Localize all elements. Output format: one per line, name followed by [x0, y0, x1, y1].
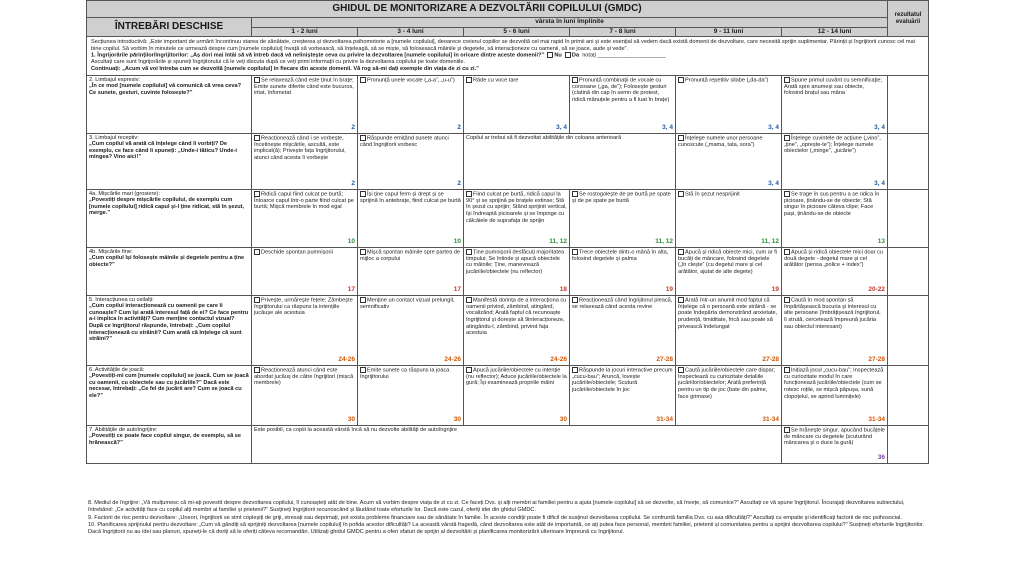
question-cell — [87, 189, 252, 247]
milestone-cell[interactable]: Își ține capul ferm și drept și se sprijină în antebrațe, fiind culcat pe burtă 10 — [358, 189, 464, 247]
question-cell — [87, 133, 252, 189]
question-text: „Cum copilul interacționează cu oamenii pe care îi cunoaște? Cum își arată interesul față de ei? Ce face pentru a-i implica în activități? Cum menține contactul vizual? După ce îngrijitorul răspunde, întrebați: „Cum copilul interacționează cu străinii? Cum arată că înțelege că sunt străini?” — [89, 303, 249, 343]
result-cell[interactable] — [888, 247, 929, 295]
milestone-cell[interactable]: Râde cu voce tare 3, 4 — [464, 75, 570, 133]
result-cell[interactable] — [888, 365, 929, 425]
age-col-1: 1 - 2 luni — [252, 27, 358, 37]
milestone-cell[interactable]: Manifestă dorința de a interacționa cu oamenii privind, zâmbind, atingând, vocalizând; Arată faptul că recunoaște îngrijitorul și dorește să 9interacționeze, atingându-l, zâmbind, privind fața acestuia 24-26 — [464, 295, 570, 365]
question-title: 4b. Mișcările fine: — [89, 248, 133, 255]
question-title: 2. Limbajul expresiv: — [89, 76, 140, 83]
row-self-care — [87, 425, 929, 463]
milestone-cell[interactable]: Deschide spontan pumnișorii 17 — [252, 247, 358, 295]
intro-line-4: Continuați: „Acum vă voi întreba cum se dezvoltă [numele copilului] în fiecare din aceste domenii. Vă rog să-mi dați exemple din viața de zi cu zi.” — [91, 66, 479, 73]
milestone-cell[interactable]: Înțelege numele unor persoane cunoscute („mama, tata, sora”) 3, 4 — [676, 133, 782, 189]
question-text: „Cum copilul vă arată că înțelege când îi vorbiți? De exemplu, ce face când îi spuneți: „Unde-i tăticu? Unde-i mingea? Vino aici!” — [89, 141, 237, 161]
footer-care-environment: 8. Mediul de îngrijire: „Vă mulțumesc că mi-ați povestit despre dezvoltarea copilului, îl cunoașteți atât de bine. Acum să vorbim despre viața de zi cu zi. Ce faceți Dvs. și alți membri ai familiei pentru a ajuta [numele copilului] să se dezvolte, să învețe, să comunice?” Ascultați ce vă spune îngrijitorul. Încurajați dezvoltarea subiectului, întrebând: „Ce activități face cu copilul alți membri ai familiei și prietenii?” Susțineți îngrijitorii recunoscând și lăudând toate eforturile lor. Dacă este cazul, oferiți idei din ghidul GMDC. — [88, 500, 905, 513]
milestone-cell: Copilul ar trebui să fi dezvoltat abilitățile din coloana anterioară — [464, 133, 676, 189]
question-text: „În ce mod [numele copilului] vă comunică că vrea ceva? Ce sunete, gesturi, cuvinte folosește?” — [89, 83, 242, 96]
age-col-2: 3 - 4 luni — [358, 27, 464, 37]
footer-planning: 10. Planificarea sprijinului pentru dezvoltare: „Cum vă gândiți să sprijiniți dezvoltarea [numele copilului] în pofida acestor dificultăți? La această vârstă fragedă, când dezvoltarea este atât de importantă, ce ați putea face personal, membrii familiei, prietenii și comunitatea pentru a sprijini dezvoltarea copilului?” Susțineți eforturile îngrijitorilor. Dacă îngrijitorii nu au idei sau planuri, spuneți-le că doriți să le oferiți câteva recomandări. Utilizați ghidul GMDC pentru a oferi sfaturi de sprijin al dezvoltării și planificarea monitorizării ulterioare împreună cu îngrijitorul. — [88, 522, 925, 536]
result-cell[interactable] — [888, 295, 929, 365]
question-title: 6. Activitățile de joacă: — [89, 366, 145, 373]
monitoring-table — [86, 0, 929, 464]
intro-line-2: 1. Îngrijorările părinților/îngrijitorilor: „Aș dori mai întâi să vă întreb dacă vă neliniștește ceva cu privire la dezvoltarea [numele copilului] în oricare dintre aceste domenii?” — [91, 52, 545, 59]
age-col-5: 9 - 11 luni — [676, 27, 782, 37]
milestone-cell[interactable]: Mișcă spontan mâinile spre partea de mijloc a corpului 17 — [358, 247, 464, 295]
age-col-6: 12 - 14 luni — [782, 27, 888, 37]
question-text: „Povestiți-mi cum [numele copilului] se joacă. Cum se joacă cu oamenii, cu obiectele sau cu jucăriile?” Dacă este necesar, întrebați: „Ce fel de jucării are? Cum se joacă cu ele?” — [89, 373, 249, 400]
result-header: rezultatul evaluării — [888, 1, 929, 37]
footer-risk-factors: 9. Factorii de risc pentru dezvoltare: „Uneori, îngrijitorii se simt copleșiți de griji, stresați sau deprimați, pot exista probleme financiare sau de sănătate în familie. În aceste condiții poate fi dificil de susținut dezvoltarea copilului. Se confruntă familia Dvs. cu asa dificultăți?” Ascultați cu empatie și identificați factorii de risc psihosocial. — [88, 514, 902, 521]
milestone-cell[interactable]: Înțelege cuvintele de acțiune („vino”, „ține”, „oprește-te”); Înțelege numele obiectelor („minge”, „jucărie”) 3, 4 — [782, 133, 888, 189]
question-title: 5. Interacțiunea cu ceilalți: — [89, 296, 154, 303]
milestone-cell[interactable]: Stă în șezut nesprijinit 11, 12 — [676, 189, 782, 247]
milestone-cell[interactable]: Emite sunete ca răspuns la joaca îngrijitorului 30 — [358, 365, 464, 425]
milestone-cell[interactable]: Caută în mod spontan să împărtășească bucuria și interesul cu alte persoane (îmbrățișează îngrijitorul, îi strută, cercetează împreună jucăria sau obiectul interesant) 27-28 — [782, 295, 888, 365]
question-cell — [87, 75, 252, 133]
milestone-cell[interactable]: Reacționează atunci când este abordat jucăuș de către îngrijitori (mișcă membrele) 30 — [252, 365, 358, 425]
milestone-cell[interactable]: Se trage în sus pentru a se ridica în picioare, ținându-se de obiecte; Stă singur în picioare câteva clipe; Face pași, ținându-se de obiecte 13 — [782, 189, 888, 247]
row-expressive-language — [87, 75, 929, 133]
result-cell[interactable] — [888, 425, 929, 463]
document-title: GHIDUL DE MONITORIZARE A DEZVOLTĂRII COPILULUI (GMDC) — [87, 1, 888, 18]
intro-concerns-line: 1. Îngrijorările părinților/îngrijitorilor: „Aș dori mai întâi să vă întreb dacă vă neliniștește ceva cu privire la dezvoltarea [numele copilului] în oricare dintre aceste domenii?” Nu Da notați ______________________ — [91, 52, 666, 59]
milestone-cell[interactable]: Răspunde la jocuri interactive precum „cucu-bau”; Aruncă, lovește jucăriile/obiectele; Scutură jucăriile/obiectele în joc 31-34 — [570, 365, 676, 425]
milestone-cell[interactable]: Ține pumnișorii desfăcuți majoritatea timpului; Se întinde și apucă obiectele cu mâinile; Ține, manevrează jucăriile/obiectele (nu reflector) 18 — [464, 247, 570, 295]
question-text: „Povestiți despre mișcările copilului, de exemplu cum [numele copilului] ridică capul și-l ține ridicat, stă în șezut, merge.” — [89, 197, 245, 217]
milestone-cell[interactable]: Spune primul cuvânt cu semnificație; Arată spre anumeși sau obiecte, folosind brațul sau mâna 3, 4 — [782, 75, 888, 133]
milestone-cell[interactable]: Reacționează când îngrijitorul pleacă, se relaxează când acesta revine 27-28 — [570, 295, 676, 365]
question-title: 4a. Mișcările mari (grosiere): — [89, 190, 160, 197]
result-cell[interactable] — [888, 133, 929, 189]
intro-line-3: Ascultați care sunt îngrijorările și spuneți îngrijitorului că le veți discuta după ce veți primi informații cu privire la dezvoltarea copilului pe toate domeniile. — [91, 59, 466, 66]
question-cell — [87, 365, 252, 425]
row-receptive-language — [87, 133, 929, 189]
milestone-cell[interactable]: Apucă jucăriile/obiectele cu intenție (nu reflector); Aduce jucăriile/obiectele la gură; Își examinează propriile mâini 30 — [464, 365, 570, 425]
intro-section — [87, 37, 929, 75]
milestone-cell[interactable]: Pronunță repetitiv silabe („da-da”) 3, 4 — [676, 75, 782, 133]
milestone-cell[interactable]: Privește, urmărește fețele; Zâmbește îngrijitorului ca răspuns la intențiile jucăușe ale acestuia 24-26 — [252, 295, 358, 365]
milestone-cell[interactable]: Se hrănește singur, apucând bucățele de mâncare cu degetele (scuturând mâncarea și o duce la gură) 36 — [782, 425, 888, 463]
note-label: notați — [582, 52, 596, 59]
age-header: vârsta în luni împlinite — [252, 18, 888, 28]
milestone-cell[interactable]: Apucă și ridică obiectele mici doar cu două degete - degetul mare și cel arătător (pensa „police + index”) 20-22 — [782, 247, 888, 295]
no-label: Nu — [554, 52, 562, 59]
question-text: „Povestiți ce poate face copilul singur, de exemplu, să se hrănească?” — [89, 433, 242, 446]
milestone-cell[interactable]: Se relaxează când este ținut în brațe; Emite sunete diferite când este bucuros, iritat, înfometat 2 — [252, 75, 358, 133]
age-col-4: 7 - 8 luni — [570, 27, 676, 37]
intro-line-1: Secțiunea introductivă: „Este important de urmărit încontinuu starea de sănătate, creșterea și dezvoltarea psihomotorie a [numele copilului], deoarece creierul copiilor se dezvoltă cel mai rapid în primii ani și este esențial să vedem dacă există domenii de dezvoltare, care necesită sprijin suplimentar. Părinții și îngrijitorii cunosc cel mai bine copilul. Să vorbim în minutele ce urmează despre cum [numele copilului] învață să vorbească, să înțeleagă, să se miște, să folosească mâinile și degetele, să interacționeze cu oamenii, să se joace, aude și vede”. — [91, 39, 915, 52]
milestone-cell[interactable]: Apucă și ridică obiecte mici, cum ar fi bucăți de mâncare, folosind degetele („în clește” (cu degetul mare și cel arătător, ajutat de alte degete) 19 — [676, 247, 782, 295]
questions-header: ÎNTREBĂRI DESCHISE — [87, 18, 252, 37]
question-text: „Cum copilul își folosește mâinile și degetele pentru a ține obiecte?” — [89, 255, 245, 268]
question-title: 3. Limbajul receptiv: — [89, 134, 139, 141]
question-cell — [87, 425, 252, 463]
question-cell — [87, 295, 252, 365]
yes-label: Da — [571, 52, 580, 59]
milestone-cell: Este posibil, ca copiii la această vârstă încă să nu dezvolte abilități de autoîngrijire — [252, 425, 782, 463]
milestone-cell[interactable]: Se rostogolește de pe burtă pe spate și de pe spate pe burtă 11, 12 — [570, 189, 676, 247]
milestone-cell[interactable]: Răspunde emițând sunete atunci când îngrijitorii vorbesc 2 — [358, 133, 464, 189]
milestone-cell[interactable]: Inițiază jocul „cucu-bau”; Inspectează cu curiozitate modul în care funcționează jucăriile/obiectele (cum se rotesc roțile, se mișcă păpușa, sună clopoțelul, se aprind luminițele) 31-34 — [782, 365, 888, 425]
yes-checkbox[interactable] — [565, 52, 571, 58]
gmdc-document — [86, 0, 928, 574]
row-fine-motor — [87, 247, 929, 295]
row-interaction — [87, 295, 929, 365]
milestone-cell[interactable]: Trece obiectele dintr-o mână în alta, folosind degetele și palma 19 — [570, 247, 676, 295]
footer-notes — [88, 500, 926, 537]
milestone-cell[interactable]: Pronunță unele vocale („a-a”, „u-u”) 2 — [358, 75, 464, 133]
milestone-cell[interactable]: Caută jucăriile/obiectele care dispar; Inspectează cu curiozitate detaliile jucăriilor/obiectelor; Arată preferință pentru un tip de joc (bate din palme, face grimase) 31-34 — [676, 365, 782, 425]
no-checkbox[interactable] — [547, 52, 553, 58]
result-cell[interactable] — [888, 189, 929, 247]
milestone-cell[interactable]: Fiind culcat pe burtă, ridică capul la 90° și se sprijină pe brațele extinse; Stă în șezut cu sprijin; Stând sprijinit vertical, își îndreaptă picioarele și se împinge cu călcâiele de suprafața de sprijin 11, 12 — [464, 189, 570, 247]
result-cell[interactable] — [888, 75, 929, 133]
milestone-cell[interactable]: Pronunță combinații de vocale cu consoane („ga, de”); Folosește gesturi (clatină din cap în semn de protest, ridică mânuțele pentru a fi luat în brațe) 3, 4 — [570, 75, 676, 133]
milestone-cell[interactable]: Ridică capul fiind culcat pe burtă; Întoarce capul într-o parte fiind culcat pe burtă; Mișcă membrele în mod egal 10 — [252, 189, 358, 247]
age-col-3: 5 - 6 luni — [464, 27, 570, 37]
question-title: 7. Abilitățile de autoîngrijire: — [89, 426, 158, 433]
milestone-cell[interactable]: Menține un contact vizual prelungit, semnificativ 24-26 — [358, 295, 464, 365]
row-play — [87, 365, 929, 425]
milestone-cell[interactable]: Arată într-un anumit mod faptul că înțelege că o persoană este străină - se poate îndepărta demonstrând anxietate, prudență, timiditate, frică sau poate să privească îndelungat 27-28 — [676, 295, 782, 365]
question-cell — [87, 247, 252, 295]
milestone-cell[interactable]: Reacționează când i se vorbește, încetinește mișcările, ascultă, este implicat(ă); Privește fața îngrijitorului, atunci când acesta îi vorbește 2 — [252, 133, 358, 189]
row-gross-motor — [87, 189, 929, 247]
